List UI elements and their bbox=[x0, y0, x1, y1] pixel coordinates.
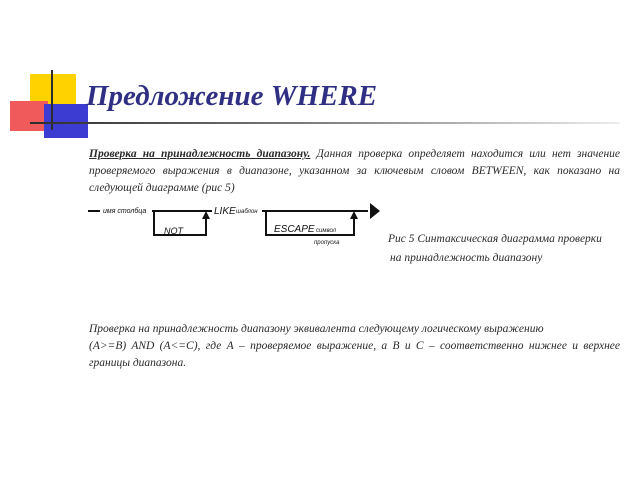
diagram-not-arrowhead bbox=[202, 211, 210, 219]
figure-caption-line-1: Рис 5 Синтаксическая диаграмма проверки bbox=[388, 233, 602, 245]
diagram-end-arrow-icon bbox=[370, 203, 380, 219]
syntax-diagram bbox=[86, 197, 386, 249]
figure-caption-line-2: на принадлежность диапазону bbox=[390, 252, 543, 264]
decor-vertical-line bbox=[51, 70, 53, 130]
decor-red-square bbox=[10, 101, 48, 131]
diagram-escape-arrowhead bbox=[350, 211, 358, 219]
paragraph-range-check bbox=[89, 146, 620, 197]
diagram-like-label: LIKE bbox=[214, 206, 236, 217]
paragraph-equivalence-line-1: Проверка на принадлежность диапазону эквивалента следующему логическому выражению bbox=[89, 323, 544, 335]
diagram-like-sub-label: шаблон bbox=[236, 209, 258, 215]
diagram-escape-sub-label-1: символ bbox=[316, 228, 337, 234]
diagram-escape-sub-label-2: пропуска bbox=[314, 240, 340, 246]
diagram-escape-label: ESCAPE bbox=[274, 224, 315, 235]
paragraph-body: Данная проверка определяет находится или нет значение проверяемого выражения в диапазоне, указанном за ключевым словом BETWEEN, как показано на следующей диаграмме (рис 5) bbox=[89, 148, 621, 194]
paragraph-lead: Проверка на принадлежность диапазону. bbox=[89, 148, 311, 160]
diagram-expr-label: имя столбца bbox=[103, 208, 147, 215]
diagram-not-label: NOT bbox=[164, 226, 183, 236]
slide-title: Предложение WHERE bbox=[86, 80, 378, 112]
title-divider bbox=[30, 122, 620, 124]
paragraph-equivalence bbox=[89, 321, 620, 372]
paragraph-equivalence-line-2: (A>=B) AND (A<=C), где А – проверяемое выражение, а В и С – соответственно нижнее и верхнее границы диапазона. bbox=[89, 340, 620, 369]
